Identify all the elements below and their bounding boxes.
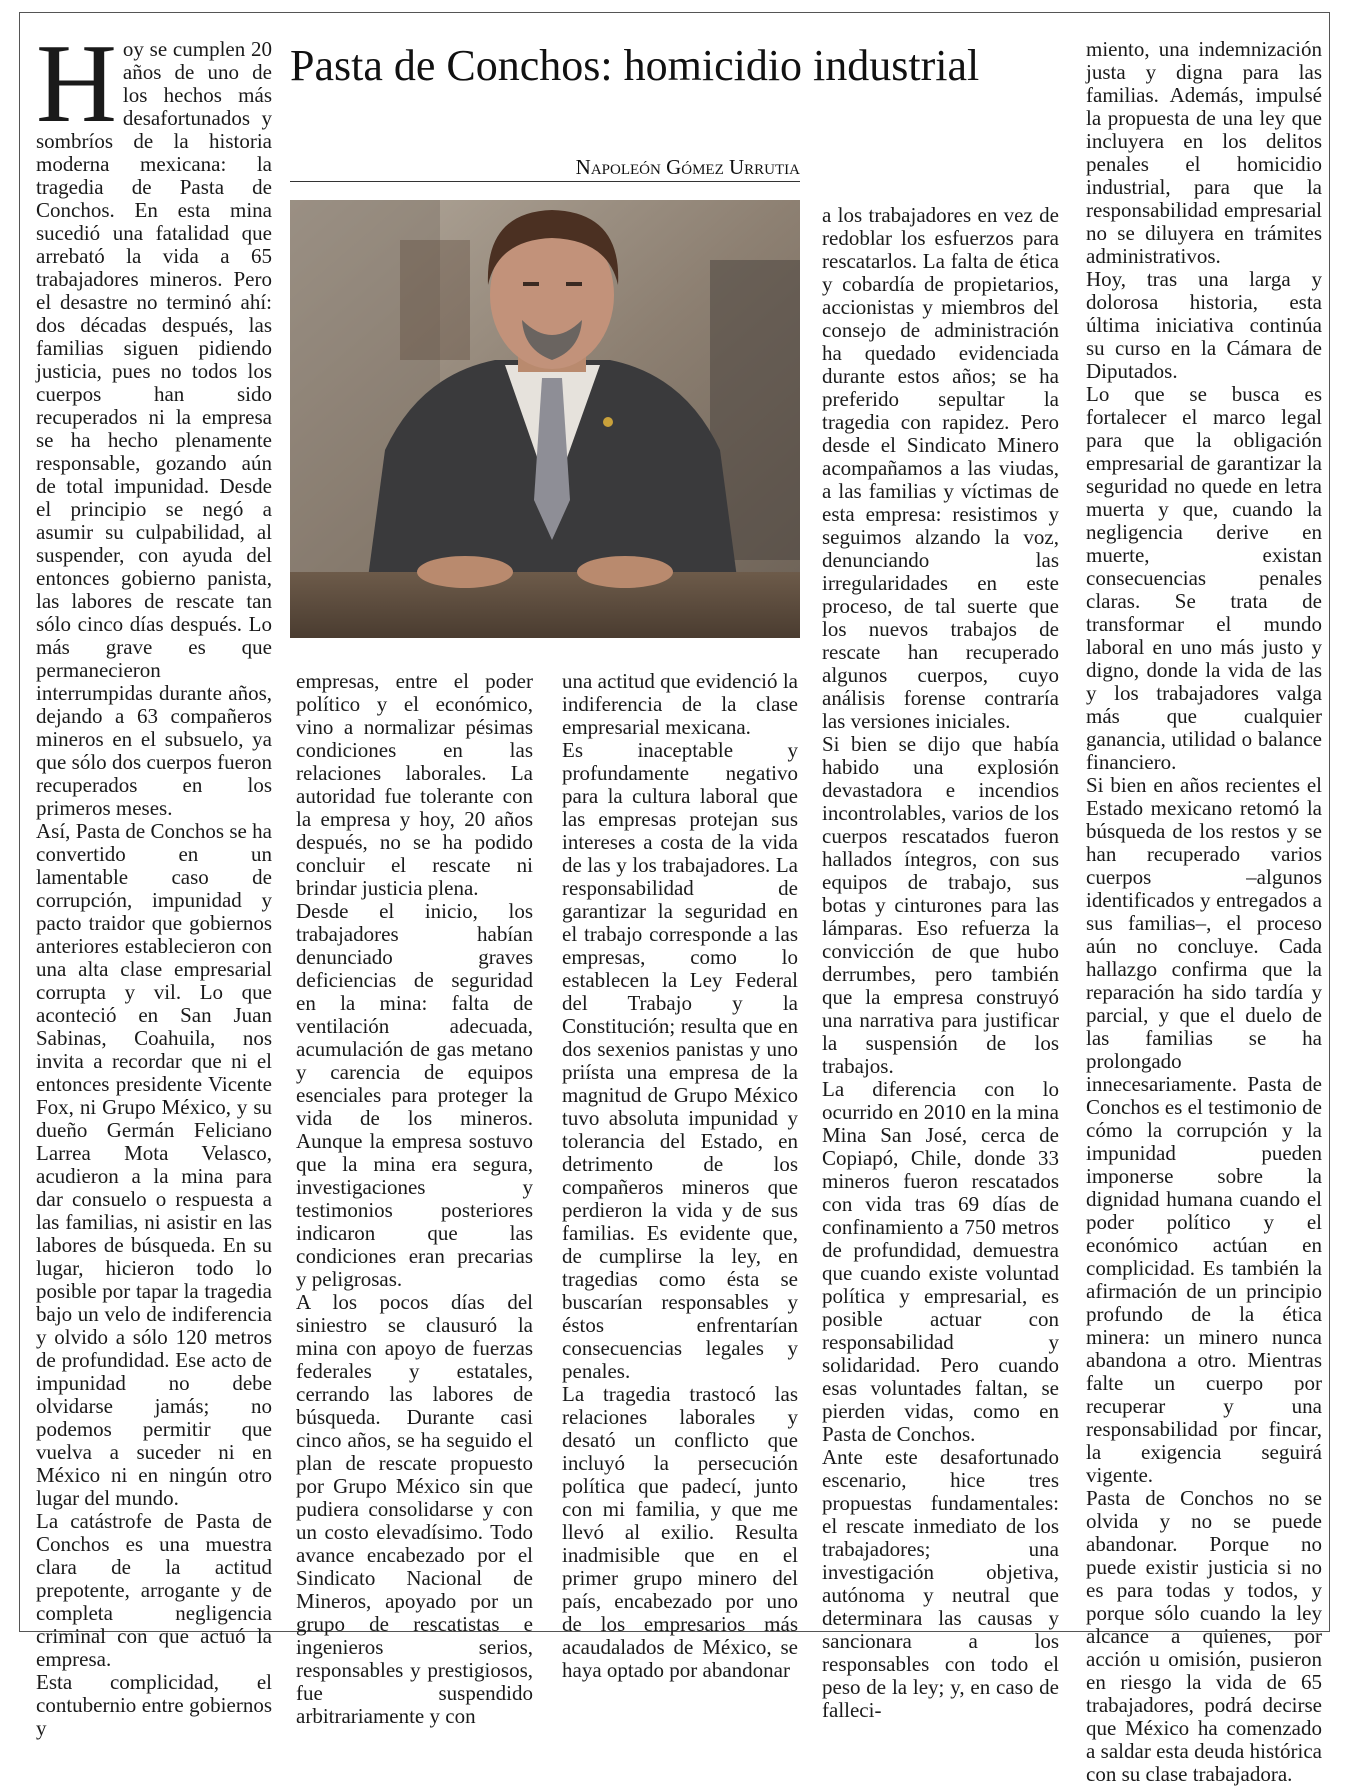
paragraph: La catástrofe de Pasta de Conchos es una muestra clara de la actitud prepotente, arrogante y de completa negligencia criminal con que actuó la empresa.: [36, 1509, 272, 1671]
paragraph: Es inaceptable y profundamente negativo para la cultura laboral que las empresas protejan sus intereses a costa de la vida de las y los trabajadores. La responsabilidad de garantizar la seguridad en el trabajo corresponde a las empresas, como lo establecen la Ley Federal del Trabajo y la Constitución; resulta que en dos sexenios panistas y uno priísta una empresa de la magnitud de Grupo México tuvo absoluta impunidad y tolerancia del Estado, en detrimento de los compañeros mineros que perdieron la vida y de sus familias. Es evidente que, de cumplirse la ley, en tragedias como ésta se buscarían responsables y éstos enfrentarían consecuencias legales y penales.: [562, 738, 798, 1383]
paragraph: empresas, entre el poder político y el económico, vino a normalizar pésimas condiciones en las relaciones laborales. La autoridad fue tolerante con la empresa y hoy, 20 años después, no se ha podido concluir el rescate ni brindar justicia plena.: [296, 669, 533, 900]
paragraph: Ante este desafortunado escenario, hice tres propuestas fundamentales: el rescate inmediato de los trabajadores; una investigación objetiva, autónoma y neutral que determinara las causas y sancionara a los responsables con todo el peso de la ley; y, en caso de falleci-: [822, 1445, 1059, 1722]
opening-text: oy se cumplen 20 años de uno de los hechos más desafortunados y sombríos de la historia moderna mexicana: la tragedia de Pasta de Conchos. En esta mina sucedió una fatalidad que arrebató la vida a 65 trabajadores mineros. Pero el desastre no terminó ahí: dos décadas después, las familias siguen pidiendo justicia, pues no todos los cuerpos han sido recuperados ni la empresa se ha hecho plenamente responsable, gozando aún de total impunidad. Desde el principio se negó a asumir su culpabilidad, al suspender, con ayuda del entonces gobierno panista, las labores de rescate tan sólo cinco días después. Lo más grave es que permanecieron interrumpidas durante años, dejando a 63 compañeros mineros en el subsuelo, ya que sólo dos cuerpos fueron recuperados en los primeros meses.: [36, 37, 272, 820]
paragraph: una actitud que evidenció la indiferencia de la clase empresarial mexicana.: [562, 669, 798, 739]
paragraph: [36, 22, 272, 820]
paragraph: Si bien se dijo que había habido una explosión devastadora e incendios incontrolables, varios de los cuerpos rescatados fueron hallados íntegros, con sus equipos de trabajo, sus botas y cinturones para las lámparas. Eso refuerza la convicción de que hubo derrumbes, pero también que la empresa construyó una narrativa para justificar la suspensión de los trabajos.: [822, 732, 1059, 1078]
paragraph: a los trabajadores en vez de redoblar los esfuerzos para rescatarlos. La falta de ética y cobardía de propietarios, accionistas y miembros del consejo de administración ha quedado evidenciada durante estos años; se ha preferido sepultar la tragedia con rapidez. Pero desde el Sindicato Minero acompañamos a las viudas, a las familias y víctimas de esta empresa: resistimos y seguimos alzando la voz, denunciando las irregularidades en este proceso, de tal suerte que los nuevos trabajos de rescate han recuperado algunos cuerpos, cuyo análisis forense contraría las versiones iniciales.: [822, 203, 1059, 733]
paragraph: Hoy, tras una larga y dolorosa historia, esta última iniciativa continúa su curso en la Cámara de Diputados.: [1086, 267, 1322, 383]
paragraph: miento, una indemnización justa y digna para las familias. Además, impulsé la propuesta de una ley que incluyera en los delitos penales el homicidio industrial, para que la responsabilidad empresarial no se diluyera en trámites administrativos.: [1086, 37, 1322, 268]
text-column-1: [36, 22, 272, 1740]
article-byline: [290, 155, 800, 182]
paragraph: Si bien en años recientes el Estado mexicano retomó la búsqueda de los restos y se han recuperado varios cuerpos –algunos identificados y entregados a sus familias–, el proceso aún no concluye. Cada hallazgo confirma que la reparación ha sido tardía y parcial, y que el duelo de las familias se ha prolongado innecesariamente. Pasta de Conchos es el testimonio de cómo la corrupción y la impunidad pueden imponerse sobre la dignidad humana cuando el poder político y el económico actúan en complicidad. Es también la afirmación de un principio profundo de la ética minera: un minero nunca abandona a otro. Mientras falte un cuerpo por recuperar y una responsabilidad por fincar, la exigencia seguirá vigente.: [1086, 773, 1322, 1487]
portrait-photo-icon: [290, 200, 800, 638]
paragraph: Lo que se busca es fortalecer el marco legal para que la obligación empresarial de garantizar la seguridad no quede en letra muerta y que, cuando la negligencia derive en muerte, existan consecuencias penales claras. Se trata de transformar el mundo laboral en uno más justo y digno, donde la vida de las y los trabajadores valga más que cualquier ganancia, utilidad o balance financiero.: [1086, 382, 1322, 774]
byline-name: Napoleón Gómez Urrutia: [575, 155, 800, 179]
text-column-4: [822, 203, 1059, 1722]
author-photo: [290, 200, 800, 638]
paragraph: Esta complicidad, el contubernio entre gobiernos y: [36, 1670, 272, 1740]
paragraph: La tragedia trastocó las relaciones laborales y desató un conflicto que incluyó la persecución política que padecí, junto con mi familia, y que me llevó al exilio. Resulta inadmisible que en el primer grupo minero del país, encabezado por uno de los empresarios más acaudalados de México, se haya optado por abandonar: [562, 1382, 798, 1682]
paragraph: A los pocos días del siniestro se clausuró la mina con apoyo de fuerzas federales y estatales, cerrando las labores de búsqueda. Durante casi cinco años, se ha seguido el plan de rescate propuesto por Grupo México sin que pudiera consolidarse y con un costo elevadísimo. Todo avance encabezado por el Sindicato Nacional de Mineros, apoyado por un grupo de rescatistas e ingenieros serios, responsables y prestigiosos, fue suspendido arbitrariamente y con: [296, 1290, 533, 1728]
paragraph: Pasta de Conchos no se olvida y no se puede abandonar. Porque no puede existir justicia si no es para todas y todos, y porque sólo cuando la ley alcance a quienes, por acción u omisión, pusieron en riesgo la vida de 65 trabajadores, podrá decirse que México ha comenzado a saldar esta deuda histórica con su clase trabajadora.: [1086, 1486, 1322, 1786]
drop-cap: H: [36, 22, 117, 146]
paragraph: La diferencia con lo ocurrido en 2010 en la mina Mina San José, cerca de Copiapó, Chile, donde 33 mineros fueron rescatados con vida tras 69 días de confinamiento a 750 metros de profundidad, demuestra que cuando existe voluntad política y empresarial, es posible actuar con responsabilidad y solidaridad. Pero cuando esas voluntades faltan, se pierden vidas, como en Pasta de Conchos.: [822, 1077, 1059, 1446]
paragraph: Desde el inicio, los trabajadores habían denunciado graves deficiencias de seguridad en la mina: falta de ventilación adecuada, acumulación de gas metano y carencia de equipos esenciales para proteger la vida de los mineros. Aunque la empresa sostuvo que la mina era segura, investigaciones y testimonios posteriores indicaron que las condiciones eran precarias y peligrosas.: [296, 899, 533, 1291]
text-column-5: [1086, 37, 1322, 1786]
article-title: Pasta de Conchos: homicidio industrial: [290, 41, 980, 90]
text-column-2: [296, 669, 533, 1728]
text-column-3: [562, 669, 798, 1682]
paragraph: Así, Pasta de Conchos se ha convertido en un lamentable caso de corrupción, impunidad y pacto traidor que gobiernos anteriores establecieron con una alta clase empresarial corrupta y vil. Lo que aconteció en San Juan Sabinas, Coahuila, nos invita a recordar que ni el entonces presidente Vicente Fox, ni Grupo México, y su dueño Germán Feliciano Larrea Mota Velasco, acudieron a la mina para dar consuelo o respuesta a las familias, ni asistir en las labores de búsqueda. En su lugar, hicieron todo lo posible por tapar la tragedia bajo un velo de indiferencia y olvido a sólo 120 metros de profundidad. Ese acto de impunidad no debe olvidarse jamás; no podemos permitir que vuelva a suceder ni en México ni en ningún otro lugar del mundo.: [36, 819, 272, 1510]
